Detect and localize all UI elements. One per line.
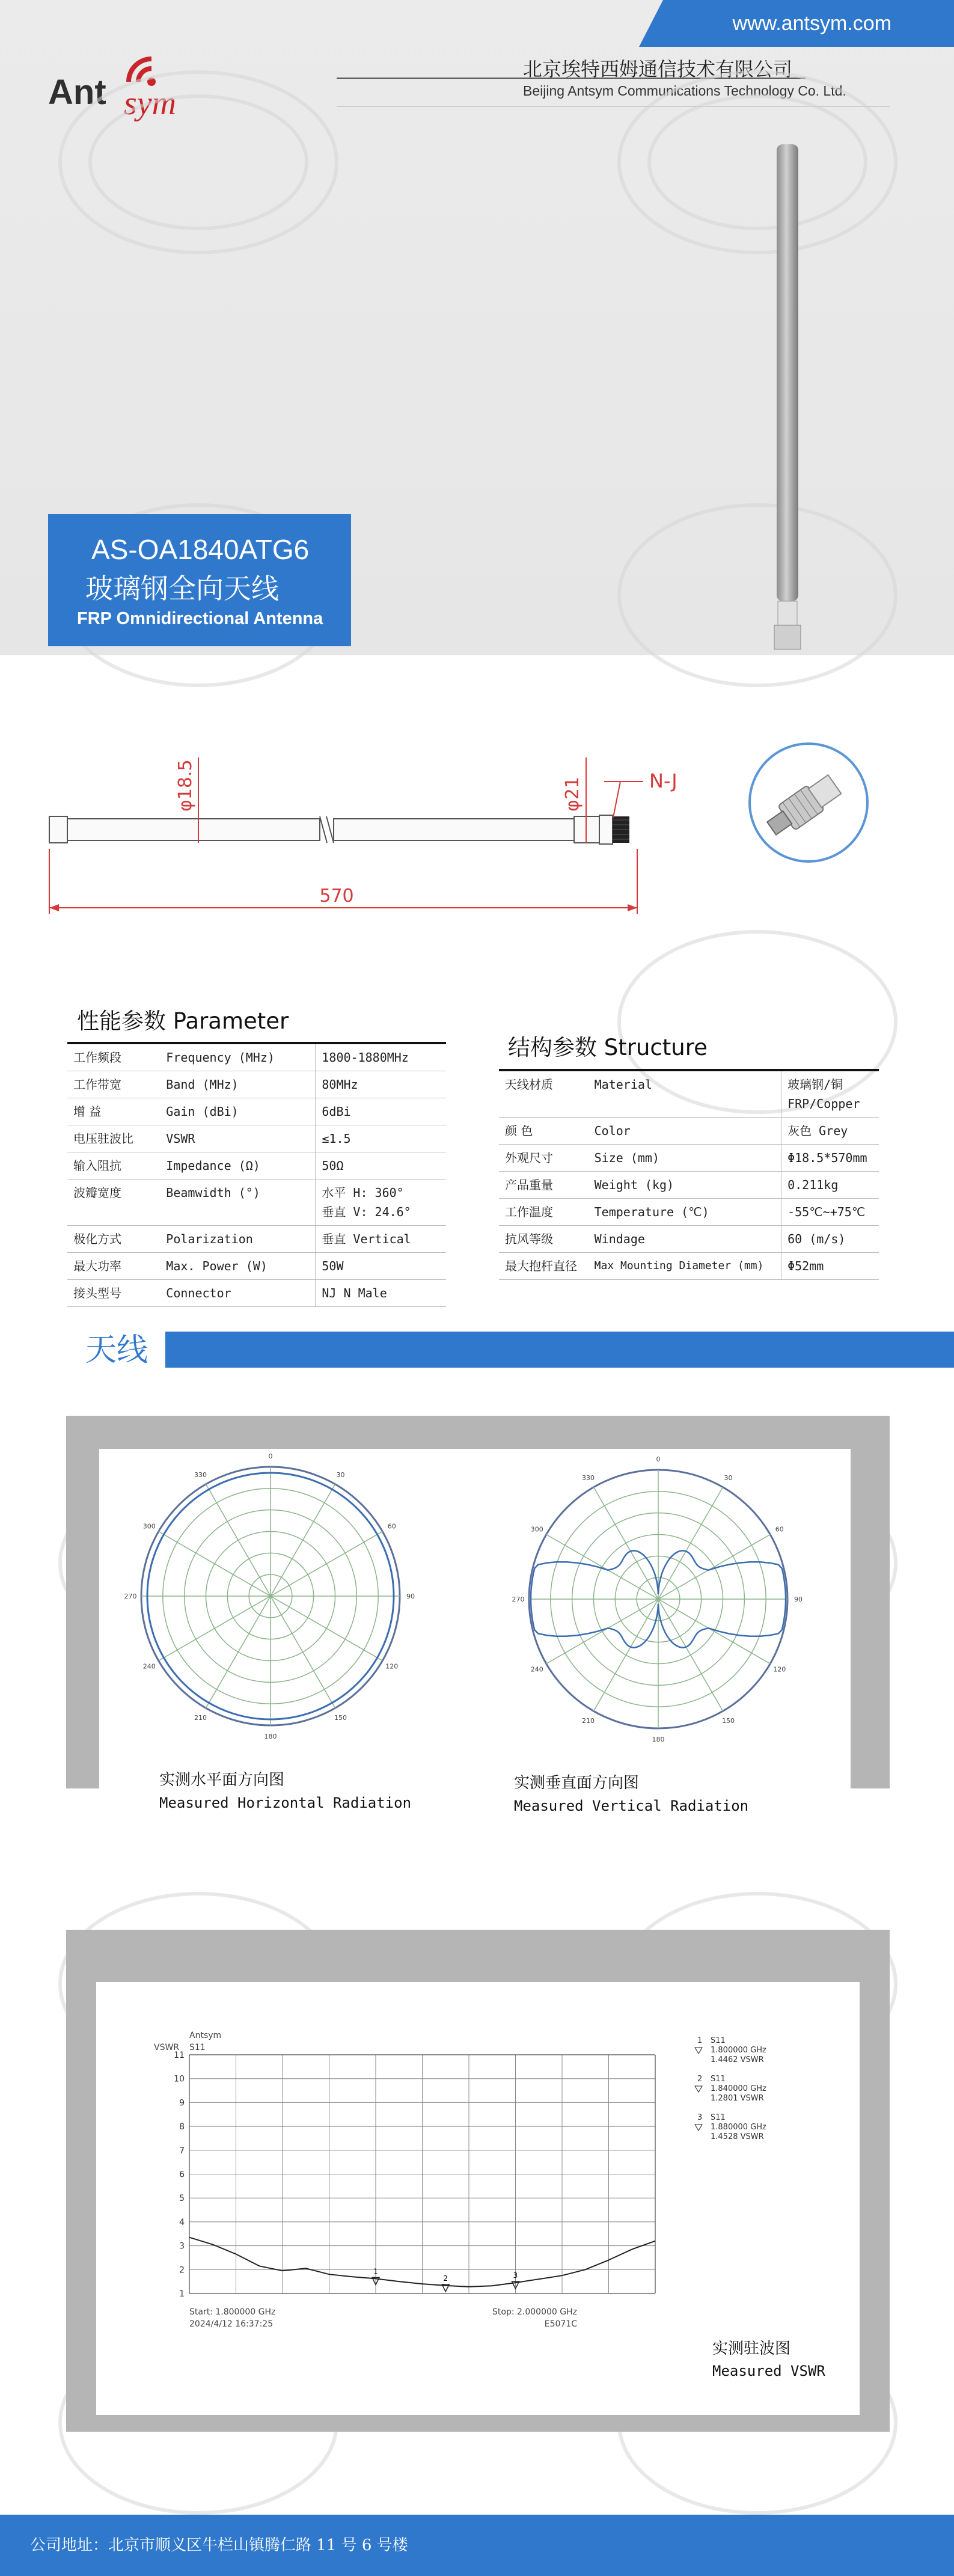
vswr-legend-freq: 1.880000 GHz (711, 2123, 766, 2132)
parameter-label-en: Band (MHz) (160, 1071, 316, 1098)
structure-label-en: Windage (589, 1226, 781, 1253)
structure-row (499, 1253, 879, 1280)
vswr-axis-unit: VSWR (154, 2043, 180, 2052)
structure-row (499, 1145, 879, 1172)
company-name-en: Beijing Antsym Communications Technology Co. Ltd. (523, 83, 846, 99)
connector-photo (745, 739, 872, 866)
vswr-instrument: E5071C (544, 2319, 577, 2329)
length-label: 570 (319, 886, 354, 907)
structure-value (781, 1226, 879, 1253)
parameter-value (316, 1071, 446, 1098)
polar-spoke (159, 1532, 271, 1597)
polar-angle-label: 30 (336, 1471, 345, 1479)
vertical-caption-en: Measured Vertical Radiation (514, 1797, 749, 1814)
polar-spoke (546, 1535, 658, 1600)
vswr-start: Start: 1.800000 GHz (189, 2307, 276, 2317)
parameter-label-en: Gain (dBi) (160, 1098, 316, 1125)
parameter-value-line: 1800-1880MHz (322, 1050, 409, 1065)
parameter-value-line: NJ N Male (322, 1286, 387, 1300)
structure-row (499, 1118, 879, 1145)
product-model: AS-OA1840ATG6 (91, 534, 310, 565)
parameter-row (67, 1043, 446, 1071)
structure-title: 结构参数 Structure (508, 1035, 708, 1060)
structure-label-cn: 颜 色 (499, 1118, 589, 1145)
company-address: 公司地址：北京市顺义区牛栏山镇腾仁路 11 号 6 号楼 (30, 2536, 408, 2554)
parameter-value (316, 1125, 446, 1152)
parameter-table (67, 1042, 446, 1307)
structure-value-line: 灰色 Grey (787, 1124, 848, 1138)
structure-label-en: Max Mounting Diameter (mm) (589, 1253, 781, 1280)
structure-label-cn: 天线材质 (499, 1070, 589, 1118)
company-name-cn: 北京埃特西姆通信技术有限公司 (523, 58, 793, 81)
parameter-label-cn: 最大功率 (67, 1253, 160, 1280)
vswr-legend-marker-icon (695, 2086, 702, 2092)
section-band (165, 1332, 954, 1368)
vswr-marker-id: 3 (513, 2271, 518, 2280)
vswr-legend-freq: 1.800000 GHz (711, 2046, 766, 2055)
product-title-box (48, 514, 351, 646)
vertical-caption-cn: 实测垂直面方向图 (514, 1774, 640, 1792)
logo-ant-text: Ant (48, 73, 106, 112)
polar-angle-label: 60 (387, 1522, 396, 1531)
structure-value-line: 60 (m/s) (787, 1232, 846, 1246)
structure-label-en: Weight (kg) (589, 1172, 781, 1199)
parameter-row (67, 1071, 446, 1098)
section-band-title: 天线 (85, 1332, 148, 1368)
structure-row (499, 1199, 879, 1226)
vswr-stop: Stop: 2.000000 GHz (492, 2307, 577, 2317)
vswr-y-tick: 2 (179, 2265, 185, 2275)
vswr-trace-name: S11 (189, 2043, 206, 2052)
parameter-label-en: Connector (160, 1280, 316, 1307)
parameter-row (67, 1280, 446, 1307)
vswr-legend-trace: S11 (711, 2113, 726, 2122)
parameter-label-cn: 波瓣宽度 (67, 1179, 160, 1226)
polar-angle-label: 210 (194, 1713, 207, 1722)
parameter-value-line: 6dBi (322, 1104, 351, 1119)
structure-value (781, 1199, 879, 1226)
polar-angle-label: 330 (582, 1474, 595, 1482)
diameter-label-2: φ21 (562, 777, 583, 812)
vswr-marker-id: 1 (373, 2267, 378, 2276)
structure-label-cn: 外观尺寸 (499, 1145, 589, 1172)
polar-spoke (159, 1596, 271, 1661)
parameter-value-line: 50W (322, 1259, 344, 1273)
structure-value (781, 1145, 879, 1172)
parameter-value-line: 水平 H: 360° (322, 1186, 404, 1200)
parameter-label-cn: 增 益 (67, 1098, 160, 1125)
polar-angle-label: 90 (406, 1592, 415, 1600)
parameter-label-cn: 输入阻抗 (67, 1152, 160, 1179)
antenna-collar (599, 815, 613, 844)
polar-spoke (594, 1487, 659, 1599)
polar-angle-label: 0 (656, 1455, 661, 1463)
parameter-label-en: Beamwidth (°) (160, 1179, 316, 1226)
polar-spoke (206, 1484, 271, 1596)
vswr-brand: Antsym (189, 2031, 222, 2040)
parameter-value (316, 1098, 446, 1125)
parameter-label-cn: 工作频段 (67, 1043, 160, 1071)
structure-value (781, 1172, 879, 1199)
vswr-legend-id: 3 (697, 2113, 703, 2122)
horizontal-caption-en: Measured Horizontal Radiation (159, 1794, 412, 1811)
vswr-legend-trace: S11 (711, 2075, 726, 2084)
polar-angle-label: 210 (582, 1716, 595, 1725)
polar-angle-label: 270 (124, 1592, 137, 1600)
polar-angle-label: 60 (775, 1525, 784, 1534)
antenna-rod-left (67, 819, 320, 840)
vswr-chart (138, 2020, 830, 2357)
structure-label-cn: 产品重量 (499, 1172, 589, 1199)
parameter-row (67, 1152, 446, 1179)
polar-spoke (546, 1599, 658, 1664)
horizontal-pattern-plot (114, 1452, 475, 1740)
polar-angle-label: 300 (142, 1522, 156, 1531)
polar-angle-label: 0 (268, 1452, 273, 1460)
polar-spoke (594, 1599, 659, 1711)
vswr-legend-vswr: 1.4462 VSWR (711, 2055, 764, 2064)
structure-value (781, 1253, 879, 1280)
parameter-value (316, 1226, 446, 1253)
vswr-y-tick: 6 (179, 2170, 185, 2180)
vswr-y-tick: 3 (179, 2241, 185, 2251)
vswr-legend-id: 2 (697, 2075, 703, 2084)
vswr-caption-en: Measured VSWR (712, 2363, 825, 2379)
polar-spoke (658, 1535, 770, 1600)
vswr-legend-marker-icon (695, 2125, 702, 2131)
structure-row (499, 1226, 879, 1253)
website-link[interactable]: www.antsym.com (732, 12, 891, 35)
vswr-y-tick: 4 (179, 2217, 185, 2227)
vswr-legend-marker-icon (695, 2048, 702, 2054)
polar-angle-label: 120 (773, 1665, 786, 1674)
polar-angle-label: 270 (512, 1595, 525, 1603)
polar-angle-label: 240 (142, 1662, 156, 1671)
vswr-y-tick: 11 (174, 2051, 185, 2060)
structure-label-cn: 抗风等级 (499, 1226, 589, 1253)
vswr-legend-vswr: 1.2801 VSWR (711, 2094, 764, 2103)
parameter-value (316, 1043, 446, 1071)
logo-sym-text: sym (124, 85, 177, 122)
parameter-row (67, 1253, 446, 1280)
structure-table (499, 1069, 879, 1280)
polar-angle-label: 180 (264, 1733, 277, 1740)
polar-angle-label: 180 (652, 1736, 665, 1743)
parameter-value (316, 1152, 446, 1179)
vswr-legend-trace: S11 (711, 2036, 726, 2045)
polar-spoke (271, 1596, 335, 1708)
diameter-label-1: φ18.5 (175, 759, 196, 812)
antenna-product-image (763, 138, 812, 679)
polar-spoke (658, 1599, 723, 1711)
structure-value-line: 0.211kg (787, 1178, 839, 1192)
antenna-tip-cap (49, 816, 67, 843)
polar-angle-label: 330 (194, 1471, 207, 1479)
vswr-legend-vswr: 1.4528 VSWR (711, 2132, 764, 2141)
polar-spoke (271, 1532, 382, 1597)
parameter-value-line: 垂直 Vertical (322, 1232, 411, 1246)
vswr-legend-id: 1 (697, 2036, 703, 2045)
structure-label-en: Material (589, 1070, 781, 1118)
structure-label-en: Color (589, 1118, 781, 1145)
structure-row (499, 1172, 879, 1199)
vswr-y-tick: 9 (179, 2098, 185, 2108)
vswr-caption-cn: 实测驻波图 (712, 2340, 791, 2358)
structure-row (499, 1070, 879, 1118)
vswr-y-tick: 1 (179, 2289, 185, 2299)
polar-angle-label: 120 (385, 1662, 399, 1671)
parameter-row (67, 1098, 446, 1125)
vertical-pattern-plot (499, 1455, 860, 1743)
polar-spoke (271, 1596, 382, 1661)
vswr-datetime: 2024/4/12 16:37:25 (189, 2319, 274, 2329)
structure-label-cn: 最大抱杆直径 (499, 1253, 589, 1280)
structure-label-cn: 工作温度 (499, 1199, 589, 1226)
parameter-value-line: 80MHz (322, 1077, 358, 1092)
structure-label-en: Size (mm) (589, 1145, 781, 1172)
polar-angle-label: 30 (724, 1474, 733, 1482)
parameter-row (67, 1179, 446, 1226)
structure-value (781, 1070, 879, 1118)
parameter-label-en: Frequency (MHz) (160, 1043, 316, 1071)
parameter-label-en: VSWR (160, 1125, 316, 1152)
parameter-row (67, 1226, 446, 1253)
parameter-title: 性能参数 Parameter (77, 1008, 289, 1034)
vswr-marker-id: 2 (443, 2274, 448, 2283)
parameter-row (67, 1125, 446, 1152)
vswr-y-tick: 8 (179, 2122, 185, 2132)
parameter-value (316, 1280, 446, 1307)
structure-value-line: Φ52mm (787, 1259, 824, 1273)
parameter-label-cn: 接头型号 (67, 1280, 160, 1307)
polar-spoke (658, 1599, 770, 1664)
parameter-value-line: ≤1.5 (322, 1131, 351, 1146)
parameter-label-cn: 电压驻波比 (67, 1125, 160, 1152)
structure-value-line: Φ18.5*570mm (787, 1151, 867, 1165)
vswr-y-tick: 10 (174, 2074, 185, 2084)
footer-bar (0, 2515, 954, 2576)
vswr-legend-freq: 1.840000 GHz (711, 2084, 766, 2093)
parameter-value-line: 垂直 V: 24.6° (322, 1205, 411, 1219)
polar-spoke (271, 1484, 335, 1596)
parameter-label-en: Max. Power (W) (160, 1253, 316, 1280)
connector-label: N-J (649, 769, 677, 792)
polar-angle-label: 150 (334, 1713, 347, 1722)
parameter-label-cn: 工作带宽 (67, 1071, 160, 1098)
dimension-drawing (36, 733, 697, 932)
structure-value-line: FRP/Copper (787, 1097, 860, 1111)
polar-spoke (658, 1487, 723, 1599)
parameter-label-cn: 极化方式 (67, 1226, 160, 1253)
polar-angle-label: 240 (530, 1665, 543, 1674)
parameter-value (316, 1253, 446, 1280)
structure-value-line: 玻璃钢/铜 (787, 1077, 843, 1092)
polar-angle-label: 150 (722, 1716, 735, 1725)
horizontal-caption-cn: 实测水平面方向图 (159, 1771, 285, 1789)
polar-angle-label: 300 (530, 1525, 543, 1534)
product-name-cn: 玻璃钢全向天线 (85, 572, 279, 605)
antenna-rod-right (334, 819, 574, 840)
parameter-label-en: Impedance (Ω) (160, 1152, 316, 1179)
polar-angle-label: 90 (794, 1595, 803, 1603)
structure-value-line: -55℃~+75℃ (787, 1205, 866, 1219)
vswr-y-tick: 5 (179, 2194, 185, 2204)
product-name-en: FRP Omnidirectional Antenna (77, 609, 323, 628)
parameter-value (316, 1179, 446, 1226)
structure-value (781, 1118, 879, 1145)
polar-spoke (206, 1596, 271, 1708)
structure-label-en: Temperature (℃) (589, 1199, 781, 1226)
vswr-y-tick: 7 (179, 2146, 185, 2156)
parameter-label-en: Polarization (160, 1226, 316, 1253)
parameter-value-line: 50Ω (322, 1158, 344, 1173)
